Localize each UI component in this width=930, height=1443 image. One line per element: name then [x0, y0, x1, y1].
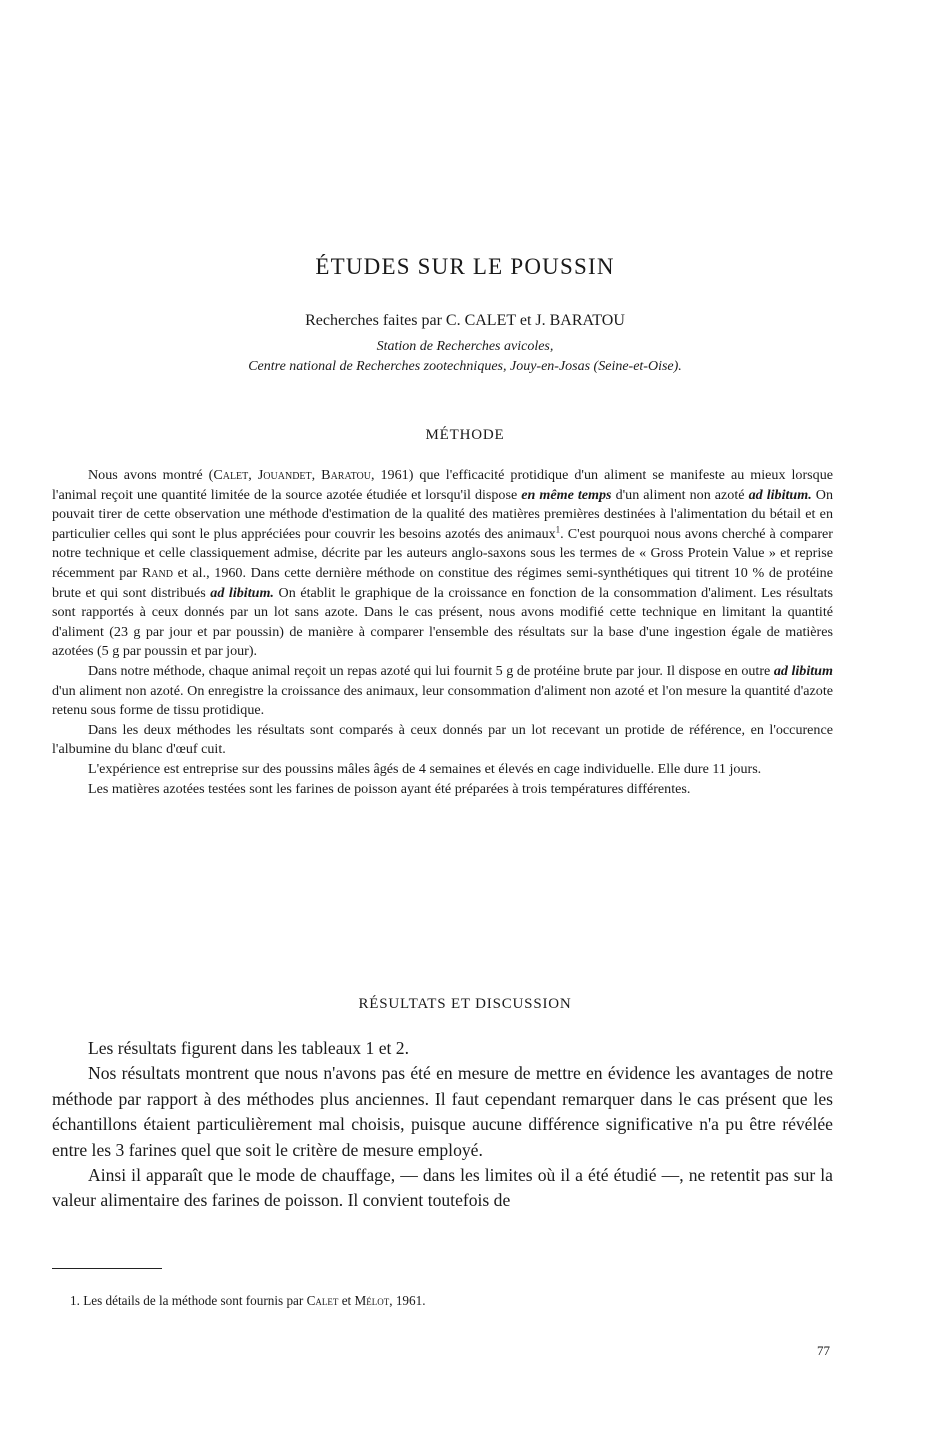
- emphasis: ad libitum.: [748, 486, 812, 503]
- text-run: On établit le graphique de la croissance en fonction de la consommation d'aliment. Les résultats sont rapportés à ceux donnés par un lot sans azote. Dans le cas présent, nous avons modifié cette technique en limitant la quantité d'aliment (23 g par jour et par poussin) de manière à comparer l'ensemble des résultats sur la base d'une ingestion égale de matières azotées (5 g par poussin et par jour).: [52, 584, 833, 660]
- page-number: 77: [817, 1343, 830, 1358]
- citation: Calet: [306, 1293, 339, 1308]
- methode-paragraph-3: Dans les deux méthodes les résultats sont comparés à ceux donnés par un lot recevant un protide de référence, en l'occurence l'albumine du blanc d'œuf cuit.: [52, 721, 833, 758]
- article-authors: Recherches faites par C. CALET et J. BARATOU: [305, 312, 625, 329]
- text-run: . C'est pourquoi nous avons cherché à comparer notre technique et celle classiquement admise, décrite par les auteurs anglo-saxons sous les termes de « Gross Protein Value » et reprise récemment par: [52, 525, 833, 581]
- section-heading-resultats: RÉSULTATS ET DISCUSSION: [358, 996, 572, 1012]
- text-run: On pouvait tirer de cette observation une méthode d'estimation de la qualité des matières premières destinées à l'alimentation du bétail et en particulier celles qui sont le plus appréciées pour couvrir les besoins azotés des animaux: [52, 486, 833, 542]
- methode-paragraph-4: L'expérience est entreprise sur des poussins mâles âgés de 4 semaines et élevés en cage individuelle. Elle dure 11 jours.: [88, 760, 762, 777]
- methode-paragraph-1: [52, 466, 833, 662]
- footnote-divider: [52, 1268, 162, 1269]
- resultats-paragraph-2: Nos résultats montrent que nous n'avons pas été en mesure de mettre en évidence les avantages de notre méthode par rapport à des méthodes plus anciennes. Il faut cependant remarquer dans le cas présent que les échantillons étaient particulièrement mal choisis, puisque aucune différence significative n'a pu être révélée entre les 3 farines quel que soit le critère de mesure employé.: [52, 1063, 833, 1160]
- footnote-reference: 1: [555, 524, 561, 535]
- resultats-paragraph-3: Ainsi il apparaît que le mode de chauffage, — dans les limites où il a été étudié —, ne retentit pas sur la valeur alimentaire des farines de poisson. Il convient toutefois de: [52, 1165, 833, 1211]
- text-run: d'un aliment non azoté. On enregistre la croissance des animaux, leur consommation d'aliment non azoté et l'on mesure la quantité d'azote retenu sous forme de tissu protidique.: [52, 682, 833, 719]
- section-heading-methode: MÉTHODE: [425, 427, 505, 443]
- text-run: , 1961) que l'efficacité protidique d'un aliment se manifeste au mieux lorsque l'animal reçoit une quantité limitée de la source azotée étudiée et lorsqu'il dispose: [52, 467, 834, 503]
- footnote-1: [70, 1293, 426, 1309]
- article-title: ÉTUDES SUR LE POUSSIN: [315, 254, 615, 279]
- text-run: Nous avons montré (: [88, 467, 214, 483]
- methode-body: [52, 466, 833, 799]
- emphasis: ad libitum: [773, 662, 833, 679]
- resultats-paragraph-1: Les résultats figurent dans les tableaux 1 et 2.: [88, 1038, 409, 1058]
- methode-paragraph-2: [52, 662, 833, 721]
- methode-paragraph-5: Les matières azotées testées sont les farines de poisson ayant été préparées à trois températures différentes.: [88, 780, 691, 797]
- citation: Rand: [141, 564, 173, 581]
- text-run: et al., 1960. Dans cette dernière méthode on constitue des régimes semi-synthétiques qui titrent 10 % de protéine brute et qui sont distribués: [52, 564, 833, 601]
- text-run: et: [338, 1293, 355, 1308]
- citation: Mélot: [354, 1293, 390, 1308]
- emphasis: en même temps: [521, 486, 612, 503]
- affiliation-line-2: Centre national de Recherches zootechniques, Jouy-en-Josas (Seine-et-Oise).: [248, 359, 682, 374]
- text-run: 1. Les détails de la méthode sont fournis par: [70, 1293, 307, 1308]
- text-run: , 1961.: [389, 1293, 426, 1308]
- resultats-body: [52, 1036, 833, 1214]
- affiliation-line-1: Station de Recherches avicoles,: [376, 339, 554, 354]
- citation: Calet, Jouandet, Baratou: [213, 467, 371, 483]
- text-run: d'un aliment non azoté: [611, 486, 749, 503]
- text-run: Dans notre méthode, chaque animal reçoit un repas azoté qui lui fournit 5 g de protéine brute par jour. Il dispose en outre: [88, 662, 774, 679]
- emphasis: ad libitum.: [210, 584, 274, 601]
